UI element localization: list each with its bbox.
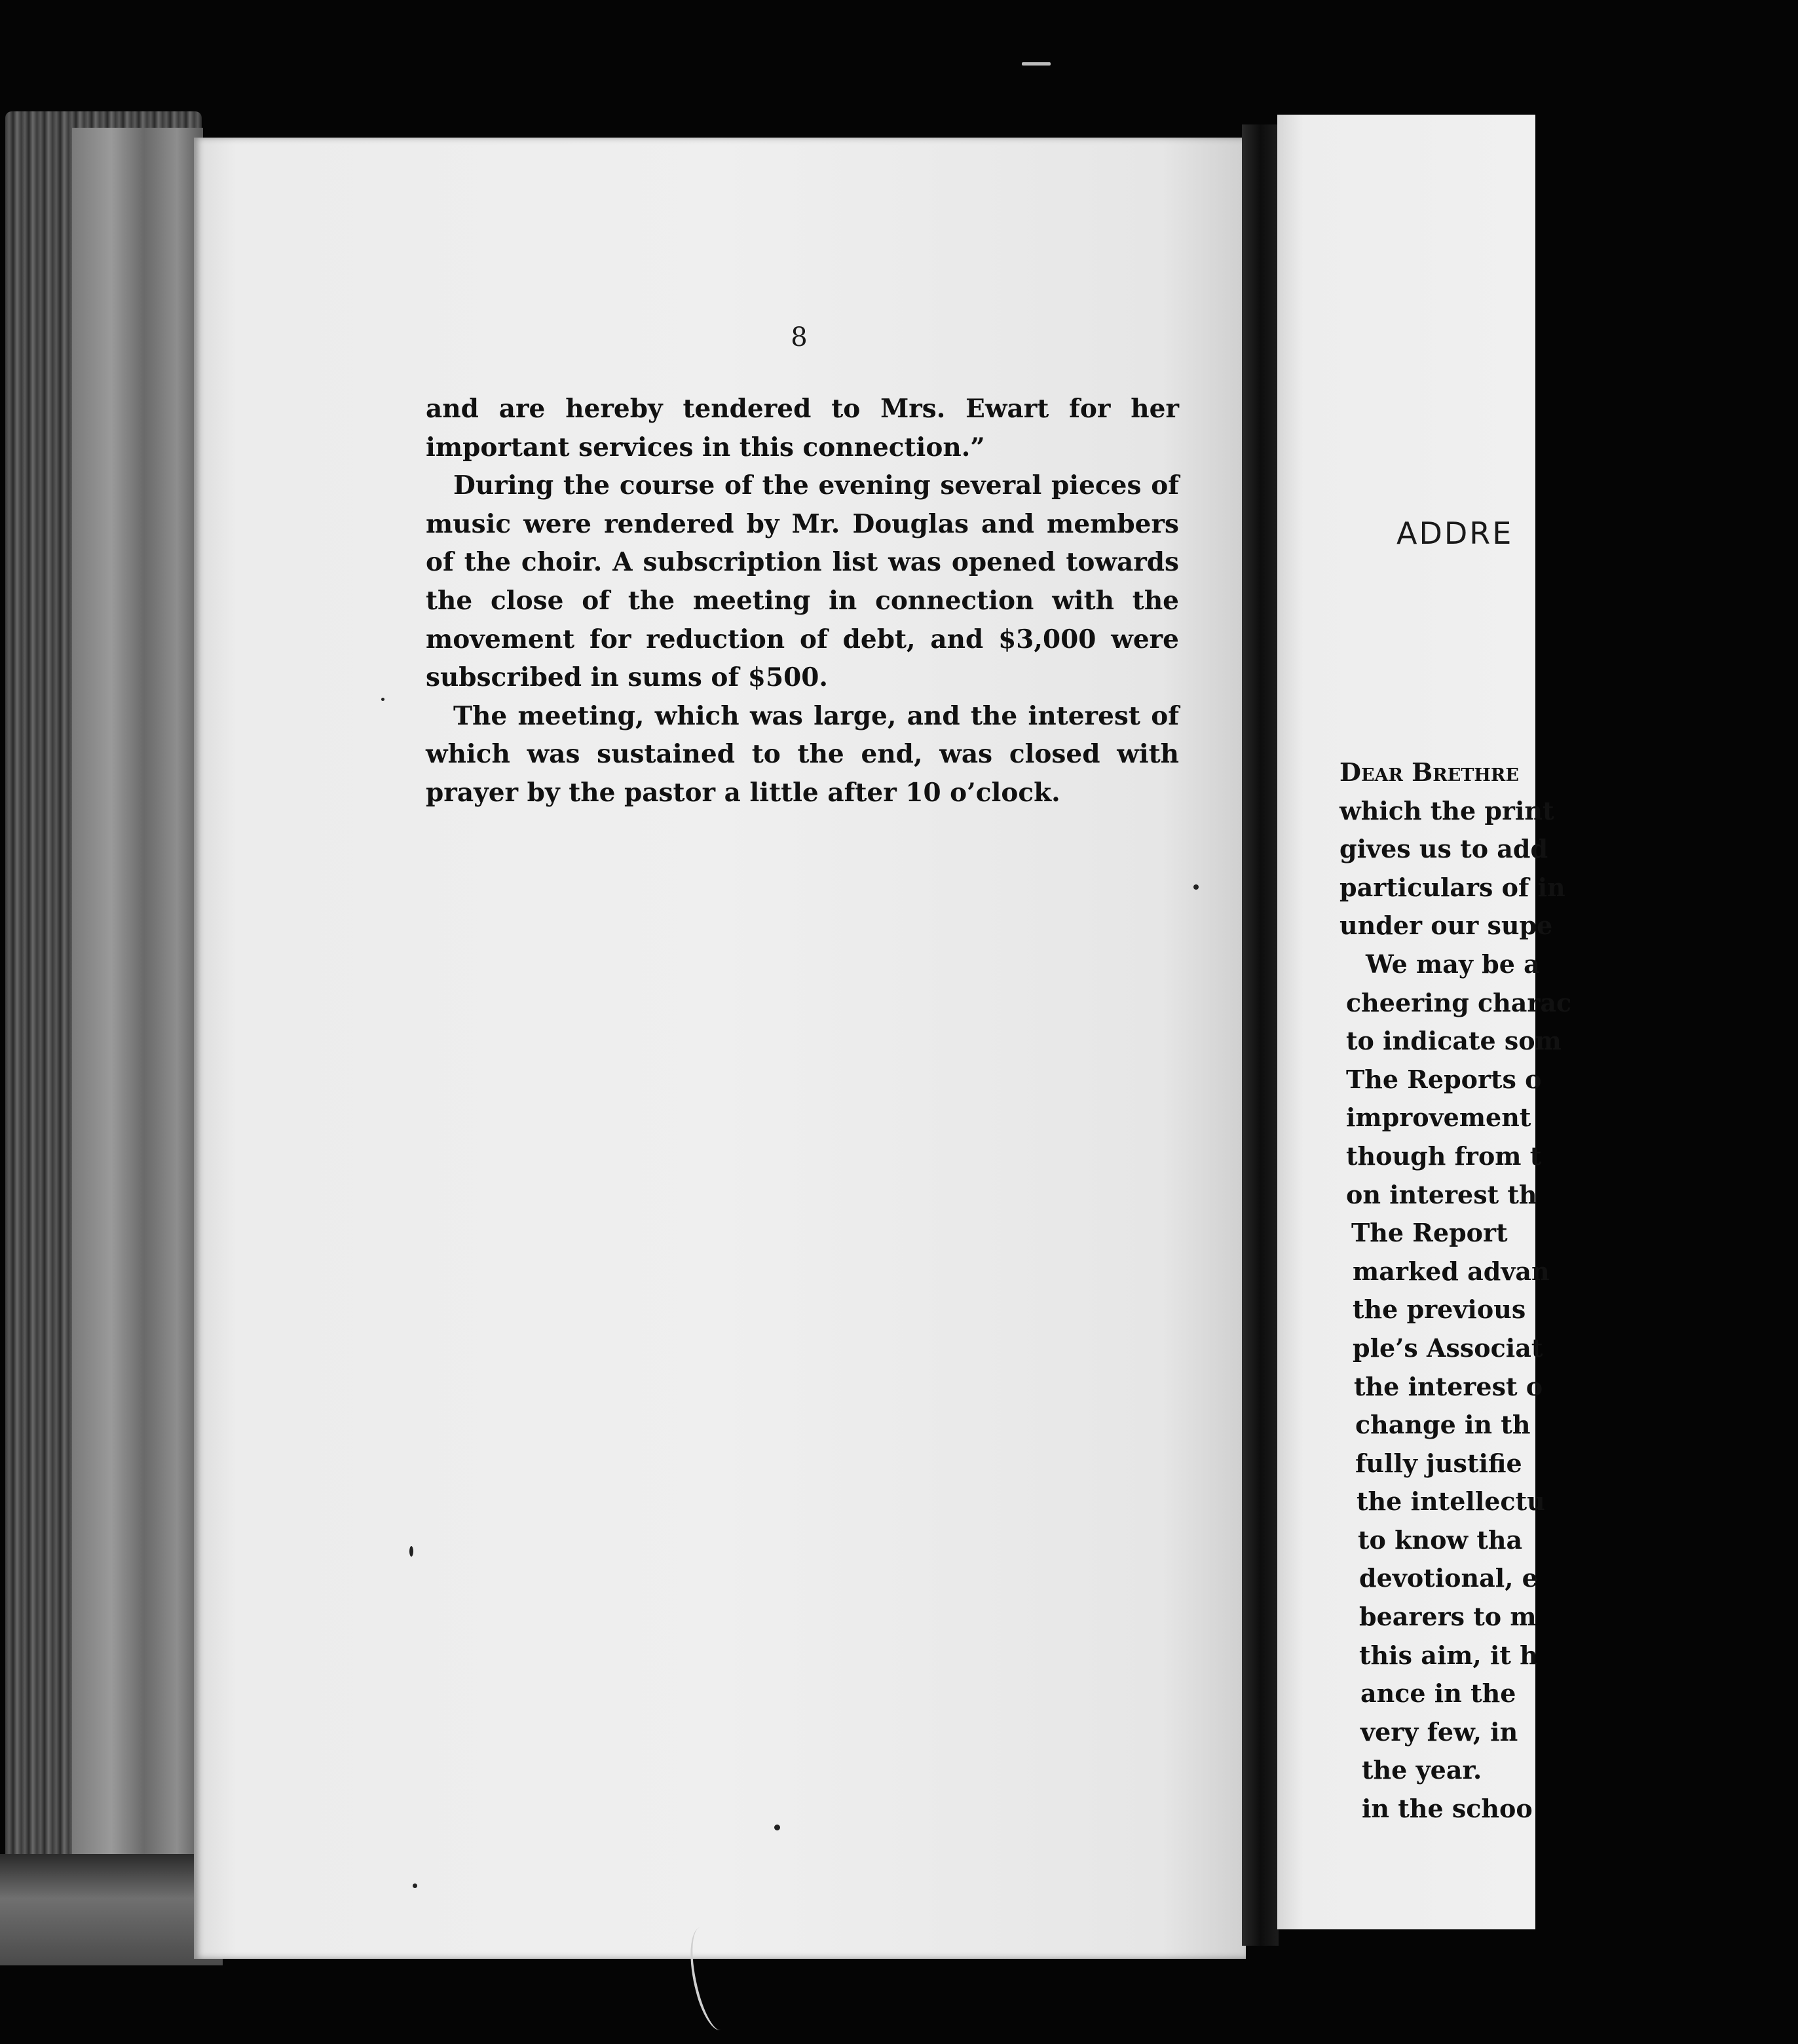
right-page-heading: ADDRE <box>1396 516 1514 551</box>
right-line: the intellectu <box>1357 1486 1545 1517</box>
right-line: marked advan <box>1353 1256 1550 1286</box>
right-line: cheering charac <box>1346 987 1572 1017</box>
right-line: ple’s Associat <box>1353 1333 1543 1363</box>
paragraph-1: and are hereby tendered to Mrs. Ewart for her important services in this connection.” <box>426 394 1179 463</box>
dust-speck <box>1193 884 1199 890</box>
right-line: the year. <box>1362 1755 1482 1785</box>
right-line: in the schoo <box>1362 1794 1533 1824</box>
right-page <box>1277 115 1572 1929</box>
right-line: devotional, e <box>1359 1563 1538 1593</box>
right-line: Dear Brethre <box>1339 757 1519 787</box>
right-line: this aim, it h <box>1359 1640 1538 1670</box>
book-gutter <box>1242 124 1279 1946</box>
dust-speck <box>1022 62 1051 66</box>
paragraph-3: The meeting, which was large, and the interest of which was sustained to the end, was closed with prayer by the pastor a little after 10 o’clock. <box>426 700 1179 808</box>
right-line: fully justifie <box>1355 1448 1522 1478</box>
right-line: on interest th <box>1346 1179 1537 1209</box>
right-line: very few, in <box>1360 1716 1518 1747</box>
right-line: We may be a <box>1366 949 1540 979</box>
right-line: change in th <box>1355 1410 1531 1440</box>
book-bottom-edge <box>0 1854 223 1965</box>
right-page-text <box>1339 753 1798 1828</box>
dust-speck <box>409 1546 413 1557</box>
paragraph-2: During the course of the evening several pieces of music were rendered by Mr. Douglas and members of the choir. A subscription list was opened towards the close of the meeting in connection with the movement for reduction of debt, and $3,000 were subscribed in sums of $500. <box>426 470 1179 693</box>
right-line: gives us to add <box>1339 834 1548 864</box>
book-page-edges-inner <box>72 128 203 1910</box>
dust-speck <box>381 698 384 701</box>
right-line: bearers to m <box>1359 1602 1537 1632</box>
right-line: particulars of in <box>1339 872 1565 902</box>
right-line: which the print <box>1339 795 1554 825</box>
right-line: the interest o <box>1354 1371 1543 1401</box>
right-line: under our supe <box>1339 911 1553 941</box>
right-line: The Reports o <box>1346 1064 1542 1094</box>
right-line: The Report <box>1351 1218 1508 1248</box>
right-line: though from t <box>1346 1141 1542 1171</box>
right-line: the previous <box>1353 1295 1526 1325</box>
right-line: improvement <box>1346 1103 1531 1133</box>
right-line: to indicate som <box>1346 1026 1562 1056</box>
right-line: to know tha <box>1358 1524 1523 1555</box>
left-page-text <box>426 390 1179 812</box>
dust-speck <box>774 1825 780 1830</box>
dust-speck <box>413 1883 417 1888</box>
page-number: 8 <box>791 322 808 352</box>
right-line: ance in the <box>1360 1678 1516 1709</box>
